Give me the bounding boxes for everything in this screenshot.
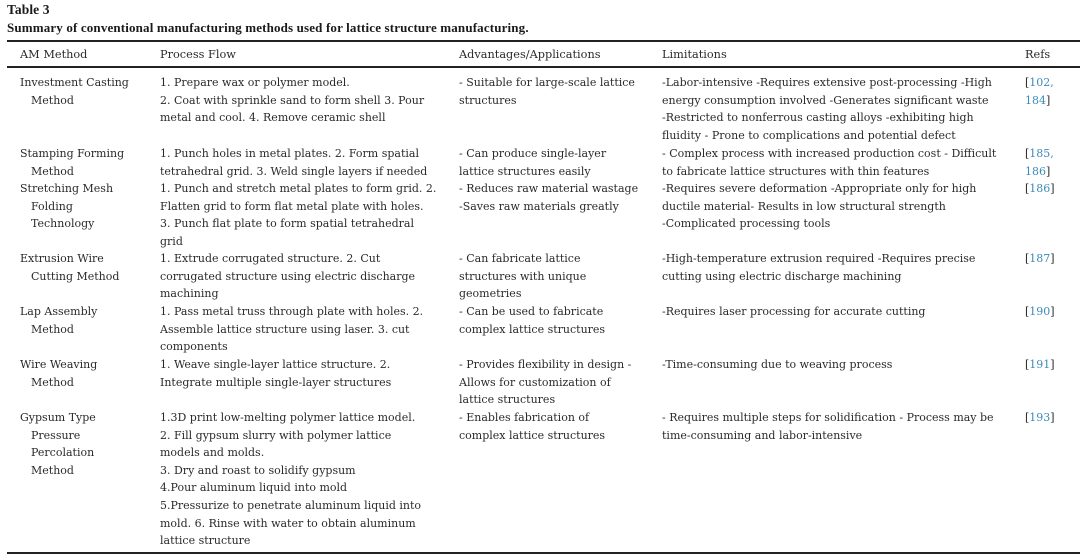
ref-open-bracket: [ xyxy=(1025,147,1030,160)
process-flow-line: components xyxy=(160,340,228,354)
am-method-cell xyxy=(20,250,150,285)
header-rule xyxy=(7,66,1080,68)
process-flow-line: Flatten grid to form flat metal plate with holes. xyxy=(160,199,424,213)
limitations-cell xyxy=(662,409,1007,444)
ref-close-bracket: ] xyxy=(1050,182,1055,195)
limitations-line: -Complicated processing tools xyxy=(662,217,831,231)
am-method-line: Extrusion Wire xyxy=(20,252,104,265)
am-method-cell xyxy=(20,356,150,391)
advantages-cell xyxy=(459,356,654,409)
am-method-line: Stretching Mesh xyxy=(20,182,114,195)
reference-link[interactable]: 186 xyxy=(1029,182,1051,195)
refs-cell xyxy=(1025,303,1075,321)
ref-line xyxy=(1025,250,1075,268)
process-flow-line: 2. Coat with sprinkle sand to form shell 3. Pour xyxy=(160,93,425,107)
process-flow-line: 3. Punch flat plate to form spatial tetrahedral xyxy=(160,217,414,231)
limitations-line: -Restricted to nonferrous casting alloys -exhibiting high xyxy=(662,111,974,125)
advantages-line: -Saves raw materials greatly xyxy=(459,199,619,213)
ref-close-bracket: ] xyxy=(1046,164,1051,178)
reference-link[interactable]: 190 xyxy=(1029,305,1051,318)
advantages-line: - Can produce single-layer xyxy=(459,147,607,160)
advantages-line: - Enables fabrication of xyxy=(459,411,590,424)
table-caption: Summary of conventional manufacturing methods used for lattice structure manufacturing. xyxy=(7,20,529,35)
process-flow-line: 1. Pass metal truss through plate with holes. 2. xyxy=(160,305,424,318)
ref-line xyxy=(1025,180,1075,198)
process-flow-line: corrugated structure using electric discharge xyxy=(160,269,416,283)
header-limitations: Limitations xyxy=(662,48,727,61)
limitations-cell xyxy=(662,145,1007,180)
process-flow-line: tetrahedral grid. 3. Weld single layers if needed xyxy=(160,164,428,178)
am-method-cell xyxy=(20,145,150,180)
am-method-line: Method xyxy=(31,375,74,389)
refs-cell xyxy=(1025,180,1075,198)
process-flow-cell xyxy=(160,180,450,250)
reference-link[interactable]: 191 xyxy=(1029,358,1051,371)
process-flow-cell xyxy=(160,145,450,180)
process-flow-line: 4.Pour aluminum liquid into mold xyxy=(160,481,348,495)
reference-link[interactable]: 193 xyxy=(1029,411,1051,424)
process-flow-line: 5.Pressurize to penetrate aluminum liquid into xyxy=(160,498,422,512)
header-am-method: AM Method xyxy=(20,48,88,61)
ref-close-bracket: ] xyxy=(1050,305,1055,318)
advantages-line: - Can be used to fabricate xyxy=(459,305,604,318)
process-flow-cell xyxy=(160,250,450,303)
am-method-line: Method xyxy=(31,164,74,178)
limitations-cell xyxy=(662,356,1007,374)
ref-line xyxy=(1025,163,1075,181)
am-method-cell xyxy=(20,303,150,338)
advantages-cell xyxy=(459,409,654,444)
limitations-line: fluidity - Prone to complications and potential defect xyxy=(662,128,956,142)
ref-close-bracket: ] xyxy=(1050,411,1055,424)
limitations-cell xyxy=(662,303,1007,321)
process-flow-cell xyxy=(160,303,450,356)
limitations-line: time-consuming and labor-intensive xyxy=(662,428,863,442)
reference-link[interactable]: 187 xyxy=(1029,252,1051,265)
limitations-line: energy consumption involved -Generates significant waste xyxy=(662,93,989,107)
process-flow-line: 1. Prepare wax or polymer model. xyxy=(160,76,350,89)
process-flow-line: Assemble lattice structure using laser. 3. cut xyxy=(160,322,410,336)
top-rule xyxy=(7,40,1080,42)
am-method-line: Gypsum Type xyxy=(20,411,96,424)
advantages-line: - Provides flexibility in design - xyxy=(459,358,632,371)
ref-close-bracket: ] xyxy=(1050,252,1055,265)
ref-open-bracket: [ xyxy=(1025,411,1030,424)
am-method-line: Pressure xyxy=(31,428,81,442)
reference-link[interactable]: 102, xyxy=(1029,76,1054,89)
limitations-cell xyxy=(662,74,1007,144)
ref-line xyxy=(1025,409,1075,427)
advantages-line: - Suitable for large-scale lattice xyxy=(459,76,635,89)
am-method-cell xyxy=(20,409,150,479)
process-flow-cell xyxy=(160,356,450,391)
am-method-line: Method xyxy=(31,322,74,336)
process-flow-line: 1. Punch and stretch metal plates to form grid. 2. xyxy=(160,182,437,195)
limitations-line: to fabricate lattice structures with thin features xyxy=(662,164,930,178)
limitations-line: ductile material- Results in low structural strength xyxy=(662,199,946,213)
ref-open-bracket: [ xyxy=(1025,252,1030,265)
limitations-line: -Requires laser processing for accurate cutting xyxy=(662,305,926,318)
header-process-flow: Process Flow xyxy=(160,48,236,61)
ref-line xyxy=(1025,74,1075,92)
ref-line xyxy=(1025,356,1075,374)
am-method-line: Method xyxy=(31,463,74,477)
am-method-line: Investment Casting xyxy=(20,76,129,89)
am-method-line: Wire Weaving xyxy=(20,358,98,371)
reference-link[interactable]: 186 xyxy=(1025,164,1046,178)
limitations-line: -Labor-intensive -Requires extensive post-processing -High xyxy=(662,76,992,89)
process-flow-line: 2. Fill gypsum slurry with polymer lattice xyxy=(160,428,392,442)
limitations-line: -Time-consuming due to weaving process xyxy=(662,358,893,371)
advantages-line: structures with unique xyxy=(459,269,587,283)
process-flow-line: metal and cool. 4. Remove ceramic shell xyxy=(160,111,386,125)
bottom-rule xyxy=(7,552,1080,554)
am-method-line: Lap Assembly xyxy=(20,305,98,318)
refs-cell xyxy=(1025,250,1075,268)
am-method-cell xyxy=(20,180,150,233)
process-flow-line: models and molds. xyxy=(160,446,265,460)
refs-cell xyxy=(1025,409,1075,427)
process-flow-line: 3. Dry and roast to solidify gypsum xyxy=(160,463,356,477)
am-method-line: Method xyxy=(31,93,74,107)
advantages-line: structures xyxy=(459,93,517,107)
advantages-cell xyxy=(459,145,654,180)
limitations-line: -Requires severe deformation -Appropriate only for high xyxy=(662,182,977,195)
refs-cell xyxy=(1025,356,1075,374)
advantages-line: Allows for customization of xyxy=(459,375,611,389)
process-flow-cell xyxy=(160,74,450,127)
limitations-cell xyxy=(662,180,1007,233)
process-flow-line: mold. 6. Rinse with water to obtain aluminum xyxy=(160,516,416,530)
process-flow-cell xyxy=(160,409,450,550)
limitations-line: cutting using electric discharge machining xyxy=(662,269,902,283)
ref-line xyxy=(1025,145,1075,163)
process-flow-line: grid xyxy=(160,234,183,248)
advantages-cell xyxy=(459,303,654,338)
advantages-line: - Can fabricate lattice xyxy=(459,252,581,265)
header-advantages: Advantages/Applications xyxy=(459,48,601,61)
limitations-line: - Requires multiple steps for solidification - Process may be xyxy=(662,411,994,424)
table-number: Table 3 xyxy=(7,2,50,17)
advantages-line: lattice structures xyxy=(459,393,556,407)
advantages-cell xyxy=(459,74,654,109)
refs-cell xyxy=(1025,145,1075,180)
limitations-cell xyxy=(662,250,1007,285)
limitations-line: -High-temperature extrusion required -Requires precise xyxy=(662,252,976,265)
process-flow-line: lattice structure xyxy=(160,534,251,548)
advantages-cell xyxy=(459,180,654,215)
advantages-line: geometries xyxy=(459,287,522,301)
am-method-line: Stamping Forming xyxy=(20,147,125,160)
process-flow-line: 1.3D print low-melting polymer lattice model. xyxy=(160,411,416,424)
advantages-line: complex lattice structures xyxy=(459,428,606,442)
process-flow-line: machining xyxy=(160,287,219,301)
advantages-line: complex lattice structures xyxy=(459,322,606,336)
header-refs: Refs xyxy=(1025,48,1051,61)
am-method-line: Folding xyxy=(31,199,73,213)
refs-cell xyxy=(1025,74,1075,109)
am-method-cell xyxy=(20,74,150,109)
process-flow-line: 1. Punch holes in metal plates. 2. Form spatial xyxy=(160,147,419,160)
am-method-line: Technology xyxy=(31,217,95,231)
ref-close-bracket: ] xyxy=(1050,358,1055,371)
advantages-line: - Reduces raw material wastage xyxy=(459,182,639,195)
am-method-line: Cutting Method xyxy=(31,269,120,283)
ref-line xyxy=(1025,303,1075,321)
ref-close-bracket: ] xyxy=(1046,93,1051,107)
reference-link[interactable]: 185, xyxy=(1029,147,1054,160)
ref-open-bracket: [ xyxy=(1025,305,1030,318)
advantages-line: lattice structures easily xyxy=(459,164,591,178)
ref-open-bracket: [ xyxy=(1025,76,1030,89)
limitations-line: - Complex process with increased production cost - Difficult xyxy=(662,147,997,160)
ref-open-bracket: [ xyxy=(1025,182,1030,195)
reference-link[interactable]: 184 xyxy=(1025,93,1046,107)
advantages-cell xyxy=(459,250,654,303)
ref-line xyxy=(1025,92,1075,110)
am-method-line: Percolation xyxy=(31,446,95,460)
ref-open-bracket: [ xyxy=(1025,358,1030,371)
process-flow-line: 1. Weave single-layer lattice structure. 2. xyxy=(160,358,391,371)
process-flow-line: Integrate multiple single-layer structures xyxy=(160,375,392,389)
process-flow-line: 1. Extrude corrugated structure. 2. Cut xyxy=(160,252,381,265)
